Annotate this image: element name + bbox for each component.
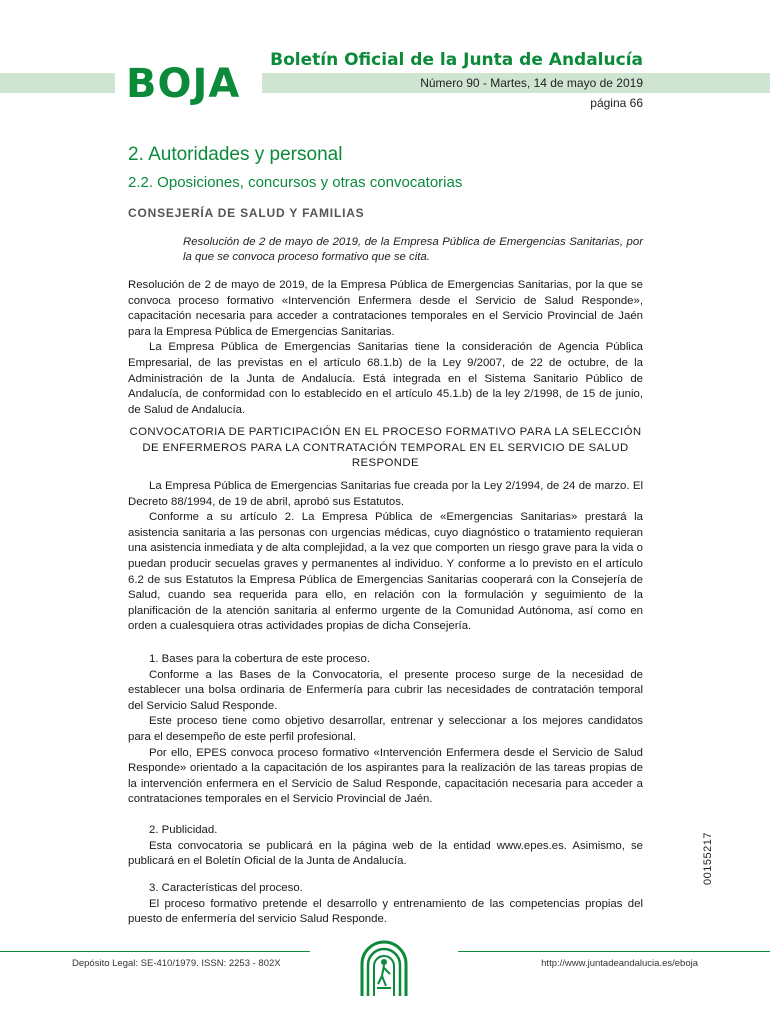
header-band-left	[0, 73, 115, 93]
boja-logo: BOJA	[126, 61, 241, 107]
section-title: 2. Autoridades y personal	[128, 144, 343, 165]
resolution-body	[128, 278, 643, 418]
footer-rule-right	[458, 951, 770, 952]
issue-number: Número 90 - Martes, 14 de mayo de 2019	[420, 76, 643, 90]
paragraph: Este proceso tiene como objetivo desarrollar, entrenar y seleccionar a los mejores candidatos para el desempeño de este perfil profesional.	[128, 715, 643, 743]
paragraph: Conforme a las Bases de la Convocatoria, el presente proceso surge de la necesidad de establecer una bolsa ordinaria de Enfermería para cubrir las necesidades de contratación temporal del Servicio Salud Responde.	[128, 668, 643, 712]
footer-url[interactable]: http://www.juntadeandalucia.es/eboja	[541, 958, 698, 969]
footer-rule-left	[0, 951, 310, 952]
paragraph: Resolución de 2 de mayo de 2019, de la Empresa Pública de Emergencias Sanitarias, por la que se convoca proceso formativo «Intervención Enfermera desde el Servicio de Salud Responde», capacitación necesaria para acceder a contrataciones temporales en el Servicio Provincial de Jaén para la Empresa Pública de Emergencias Sanitarias.	[128, 279, 643, 338]
paragraph: Esta convocatoria se publicará en la página web de la entidad www.epes.es. Asimismo, se publicará en el Boletín Oficial de la Junta de Andalucía.	[128, 839, 643, 868]
bases-section	[128, 652, 643, 808]
paragraph: La Empresa Pública de Emergencias Sanitarias tiene la consideración de Agencia Pública Empresarial, de las previstas en el artículo 68.1.b) de la Ley 9/2007, de 22 de octubre, de la Administración de la Junta de Andalucía. Está integrada en el Sistema Sanitario Público de Andalucía, de conformidad con lo establecido en el artículo 45.1.b) de la ley 2/1998, de 15 de junio, de Salud de Andalucía.	[128, 341, 643, 416]
bulletin-title: Boletín Oficial de la Junta de Andalucía	[270, 50, 643, 70]
publicidad-section	[128, 823, 643, 870]
paragraph: Por ello, EPES convoca proceso formativo «Intervención Enfermera desde el Servicio de Salud Responde» orientado a la capacitación de los aspirantes para la realización de las tareas propias de la intervención enfermera en el Servicio de Salud Responde, capacitación necesaria para acceder a contrataciones temporales en el Servicio Provincial de Jaén.	[128, 746, 643, 806]
consejeria-heading: CONSEJERÍA DE SALUD Y FAMILIAS	[128, 206, 365, 220]
paragraph: El proceso formativo pretende el desarrollo y entrenamiento de las competencias propias del puesto de enfermería del servicio Salud Responde.	[128, 897, 643, 926]
section-heading: 1. Bases para la cobertura de este proceso.	[149, 653, 370, 665]
convocatoria-title: CONVOCATORIA DE PARTICIPACIÓN EN EL PROCESO FORMATIVO PARA LA SELECCIÓN DE ENFERMEROS PARA LA CONTRATACIÓN TEMPORAL EN EL SERVICIO DE SALUD RESPONDE	[129, 426, 642, 470]
page-number: página 66	[590, 96, 643, 110]
junta-andalucia-emblem-icon	[358, 938, 410, 998]
paragraph: Conforme a su artículo 2. La Empresa Pública de «Emergencias Sanitarias» prestará la asistencia sanitaria a las personas con urgencias médicas, cuyo diagnóstico o tratamiento requieran una asistencia inmediata y de alta complejidad, a la vez que comporten un riesgo grave para la vida o puedan producir secuelas graves y permanentes al individuo. Y conforme a lo previsto en el artículo 6.2 de sus Estatutos la Empresa Pública de Emergencias Sanitarias cooperará con la Consejería de Salud, cuando sea requerida para ello, en relación con la formulación y seguimiento de la planificación de la atención sanitaria al enfermo urgente de la Comunidad Autónoma, así como en orden a cualesquiera otras actividades propias de dicha Consejería.	[128, 511, 643, 633]
document-code: 00155217	[702, 832, 714, 885]
section-heading: 2. Publicidad.	[149, 824, 218, 836]
legal-deposit: Depósito Legal: SE-410/1979. ISSN: 2253 - 802X	[72, 958, 281, 969]
caracteristicas-section	[128, 881, 643, 928]
section-heading: 3. Características del proceso.	[149, 882, 303, 894]
resolution-summary: Resolución de 2 de mayo de 2019, de la Empresa Pública de Emergencias Sanitarias, por la que se convoca proceso formativo que se cita.	[183, 236, 643, 263]
epes-description	[128, 479, 643, 635]
section-subtitle: 2.2. Oposiciones, concursos y otras convocatorias	[128, 174, 463, 191]
paragraph: La Empresa Pública de Emergencias Sanitarias fue creada por la Ley 2/1994, de 24 de marzo. El Decreto 88/1994, de 19 de abril, aprobó sus Estatutos.	[128, 480, 643, 508]
